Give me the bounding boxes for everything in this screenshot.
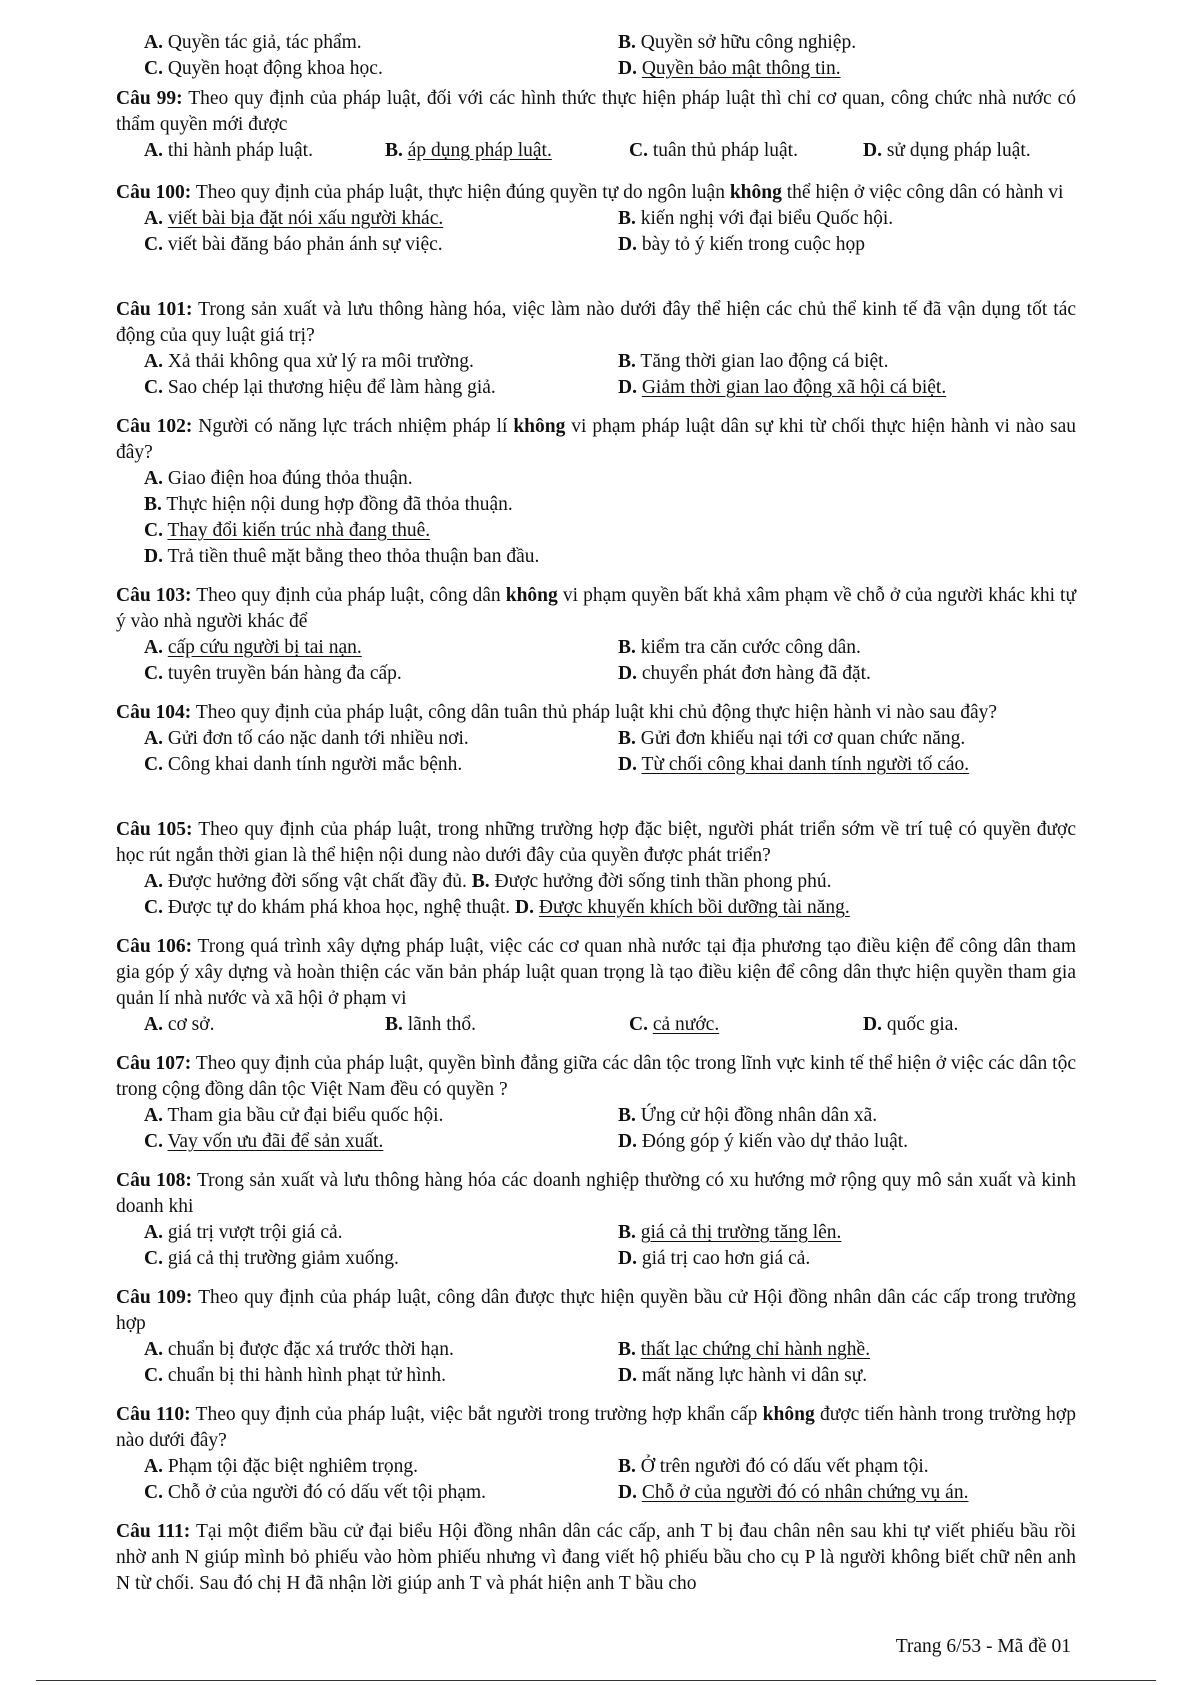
question-stem: Câu 103: Theo quy định của pháp luật, công dân không vi phạm quyền bất khả xâm phạm về chỗ ở của người khác khi tự ý vào nhà người khác để — [116, 585, 1077, 632]
option-a[interactable]: A. thi hành pháp luật. — [144, 140, 313, 161]
option-a[interactable]: A. chuẩn bị được đặc xá trước thời hạn. — [144, 1339, 454, 1360]
question-stem: Câu 109: Theo quy định của pháp luật, công dân được thực hiện quyền bầu cử Hội đồng nhân dân các cấp trong trường hợp — [116, 1287, 1077, 1334]
option-a[interactable]: A. viết bài bịa đặt nói xấu người khác. — [144, 208, 444, 229]
option-d[interactable]: D. Được khuyến khích bồi dưỡng tài năng. — [515, 897, 850, 918]
option-d[interactable]: D. Đóng góp ý kiến vào dự thảo luật. — [618, 1131, 909, 1152]
question-108 — [116, 1168, 1076, 1272]
option-d[interactable]: D. mất năng lực hành vi dân sự. — [618, 1365, 868, 1386]
question-stem: Câu 107: Theo quy định của pháp luật, quyền bình đẳng giữa các dân tộc trong lĩnh vực kinh tế thể hiện ở việc các dân tộc trong cộng đồng dân tộc Việt Nam đều có quyền ? — [116, 1053, 1076, 1100]
option-b[interactable]: B. thất lạc chứng chỉ hành nghề. — [618, 1339, 871, 1360]
page-footer: Trang 6/53 - Mã đề 01 — [895, 1636, 1071, 1657]
option-b[interactable]: B. kiến nghị với đại biểu Quốc hội. — [618, 208, 894, 229]
option-d[interactable]: D. quốc gia. — [863, 1014, 959, 1035]
option-a[interactable]: A. giá trị vượt trội giá cả. — [144, 1222, 343, 1243]
option-b[interactable]: B. lãnh thổ. — [385, 1014, 477, 1035]
previous-question-options — [116, 30, 1076, 82]
option-b[interactable]: B. Được hưởng đời sống tinh thần phong phú. — [471, 871, 832, 892]
question-100 — [116, 180, 1076, 258]
option-b[interactable]: B. áp dụng pháp luật. — [385, 140, 552, 161]
option-b[interactable]: B. Ở trên người đó có dấu vết phạm tội. — [618, 1456, 929, 1477]
option-c[interactable]: C. Sao chép lại thương hiệu để làm hàng giả. — [144, 377, 496, 398]
question-103 — [116, 583, 1076, 687]
option-d[interactable]: D. chuyển phát đơn hàng đã đặt. — [618, 663, 871, 684]
question-stem: Câu 108: Trong sản xuất và lưu thông hàng hóa các doanh nghiệp thường có xu hướng mở rộng quy mô sản xuất và kinh doanh khi — [116, 1170, 1076, 1217]
question-109 — [116, 1285, 1076, 1389]
question-stem: Câu 101: Trong sản xuất và lưu thông hàng hóa, việc làm nào dưới đây thể hiện các chủ thể kinh tế đã vận dụng tốt tác động của quy luật giá trị? — [116, 299, 1077, 346]
option-c[interactable]: C. Vay vốn ưu đãi để sản xuất. — [144, 1131, 384, 1152]
option-c[interactable]: C. tuân thủ pháp luật. — [629, 140, 798, 161]
option-c[interactable]: C. cả nước. — [629, 1014, 720, 1035]
option-b[interactable]: B. Thực hiện nội dung hợp đồng đã thỏa thuận. — [144, 494, 513, 515]
option-c[interactable]: C. Công khai danh tính người mắc bệnh. — [144, 754, 463, 775]
option-a[interactable]: A. Phạm tội đặc biệt nghiêm trọng. — [144, 1456, 419, 1477]
question-stem: Câu 105: Theo quy định của pháp luật, trong những trường hợp đặc biệt, người phát triển sớm về trí tuệ có quyền được học rút ngắn thời gian là thể hiện nội dung nào dưới đây của quyền được phát triển? — [116, 819, 1076, 866]
option-c[interactable]: C. Thay đổi kiến trúc nhà đang thuê. — [144, 520, 431, 541]
option-d[interactable]: D. Quyền bảo mật thông tin. — [618, 58, 841, 79]
question-stem: Câu 110: Theo quy định của pháp luật, việc bắt người trong trường hợp khẩn cấp không được tiến hành trong trường hợp nào dưới đây? — [116, 1404, 1076, 1451]
option-a[interactable]: A. Được hưởng đời sống vật chất đầy đủ. B. Được hưởng đời sống tinh thần phong phú. — [144, 871, 832, 892]
option-c[interactable]: C. Được tự do khám phá khoa học, nghệ thuật. D. Được khuyến khích bồi dưỡng tài năng. — [144, 897, 850, 918]
option-d[interactable]: D. Chỗ ở của người đó có nhân chứng vụ án. — [618, 1482, 969, 1503]
option-a[interactable]: A. Xả thải không qua xử lý ra môi trường. — [144, 351, 474, 372]
option-d[interactable]: D. Từ chối công khai danh tính người tố cáo. — [618, 754, 970, 775]
option-d[interactable]: D. bày tỏ ý kiến trong cuộc họp — [618, 234, 865, 255]
option-b[interactable]: B. Quyền sở hữu công nghiệp. — [618, 32, 857, 53]
option-b[interactable]: B. Ứng cử hội đồng nhân dân xã. — [618, 1105, 878, 1126]
option-a[interactable]: A. Tham gia bầu cử đại biểu quốc hội. — [144, 1105, 444, 1126]
option-c[interactable]: C. giá cả thị trường giảm xuống. — [144, 1248, 399, 1269]
question-stem: Câu 106: Trong quá trình xây dựng pháp luật, việc các cơ quan nhà nước tại địa phương tạo điều kiện để công dân tham gia góp ý xây dựng và hoàn thiện các văn bản pháp luật quan trọng là tạo điều kiện để công dân thực hiện quyền tham gia quản lí nhà nước và xã hội ở phạm vi — [116, 936, 1076, 1009]
option-a[interactable]: A. cơ sở. — [144, 1014, 215, 1035]
option-d[interactable]: D. sử dụng pháp luật. — [863, 140, 1031, 161]
question-111 — [116, 1519, 1076, 1597]
option-a[interactable]: A. Quyền tác giả, tác phẩm. — [144, 32, 362, 53]
question-stem: Câu 104: Theo quy định của pháp luật, công dân tuân thủ pháp luật khi chủ động thực hiện hành vi nào sau đây? — [116, 702, 998, 723]
option-b[interactable]: B. kiểm tra căn cước công dân. — [618, 637, 861, 658]
option-b[interactable]: B. Tăng thời gian lao động cá biệt. — [618, 351, 889, 372]
option-a[interactable]: A. Giao điện hoa đúng thỏa thuận. — [144, 468, 413, 489]
question-104 — [116, 700, 1076, 778]
option-d[interactable]: D. Giảm thời gian lao động xã hội cá biệt. — [618, 377, 947, 398]
question-stem: Câu 99: Theo quy định của pháp luật, đối với các hình thức thực hiện pháp luật thì chỉ cơ quan, công chức nhà nước có thẩm quyền mới được — [116, 88, 1076, 135]
option-c[interactable]: C. viết bài đăng báo phản ánh sự việc. — [144, 234, 443, 255]
question-105 — [116, 817, 1076, 921]
option-c[interactable]: C. tuyên truyền bán hàng đa cấp. — [144, 663, 402, 684]
question-101 — [116, 297, 1076, 401]
option-d[interactable]: D. giá trị cao hơn giá cả. — [618, 1248, 811, 1269]
question-stem: Câu 111: Tại một điểm bầu cử đại biểu Hội đồng nhân dân các cấp, anh T bị đau chân nên sau khi tự viết phiếu bầu rồi nhờ anh N giúp mình bỏ phiếu vào hòm phiếu nhưng vì đang viết hộ phiếu bầu cho cụ P là người không biết chữ nên anh N từ chối. Sau đó chị H đã nhận lời giúp anh T và phát hiện anh T bầu cho — [116, 1521, 1076, 1594]
question-102 — [116, 414, 1076, 570]
option-a[interactable]: A. Gửi đơn tố cáo nặc danh tới nhiều nơi. — [144, 728, 469, 749]
option-c[interactable]: C. Quyền hoạt động khoa học. — [144, 58, 383, 79]
option-c[interactable]: C. Chỗ ở của người đó có dấu vết tội phạm. — [144, 1482, 487, 1503]
question-99 — [116, 86, 1076, 164]
footer-divider — [36, 1680, 1156, 1681]
question-stem: Câu 102: Người có năng lực trách nhiệm pháp lí không vi phạm pháp luật dân sự khi từ chối thực hiện hành vi nào sau đây? — [116, 416, 1076, 463]
question-106 — [116, 934, 1076, 1038]
question-stem: Câu 100: Theo quy định của pháp luật, thực hiện đúng quyền tự do ngôn luận không thể hiện ở việc công dân có hành vi — [116, 182, 1064, 203]
question-107 — [116, 1051, 1076, 1155]
option-b[interactable]: B. Gửi đơn khiếu nại tới cơ quan chức năng. — [618, 728, 966, 749]
option-a[interactable]: A. cấp cứu người bị tai nạn. — [144, 637, 362, 658]
question-110 — [116, 1402, 1076, 1506]
option-c[interactable]: C. chuẩn bị thi hành hình phạt tử hình. — [144, 1365, 446, 1386]
option-d[interactable]: D. Trả tiền thuê mặt bằng theo thỏa thuận ban đầu. — [144, 546, 540, 567]
option-b[interactable]: B. giá cả thị trường tăng lên. — [618, 1222, 842, 1243]
